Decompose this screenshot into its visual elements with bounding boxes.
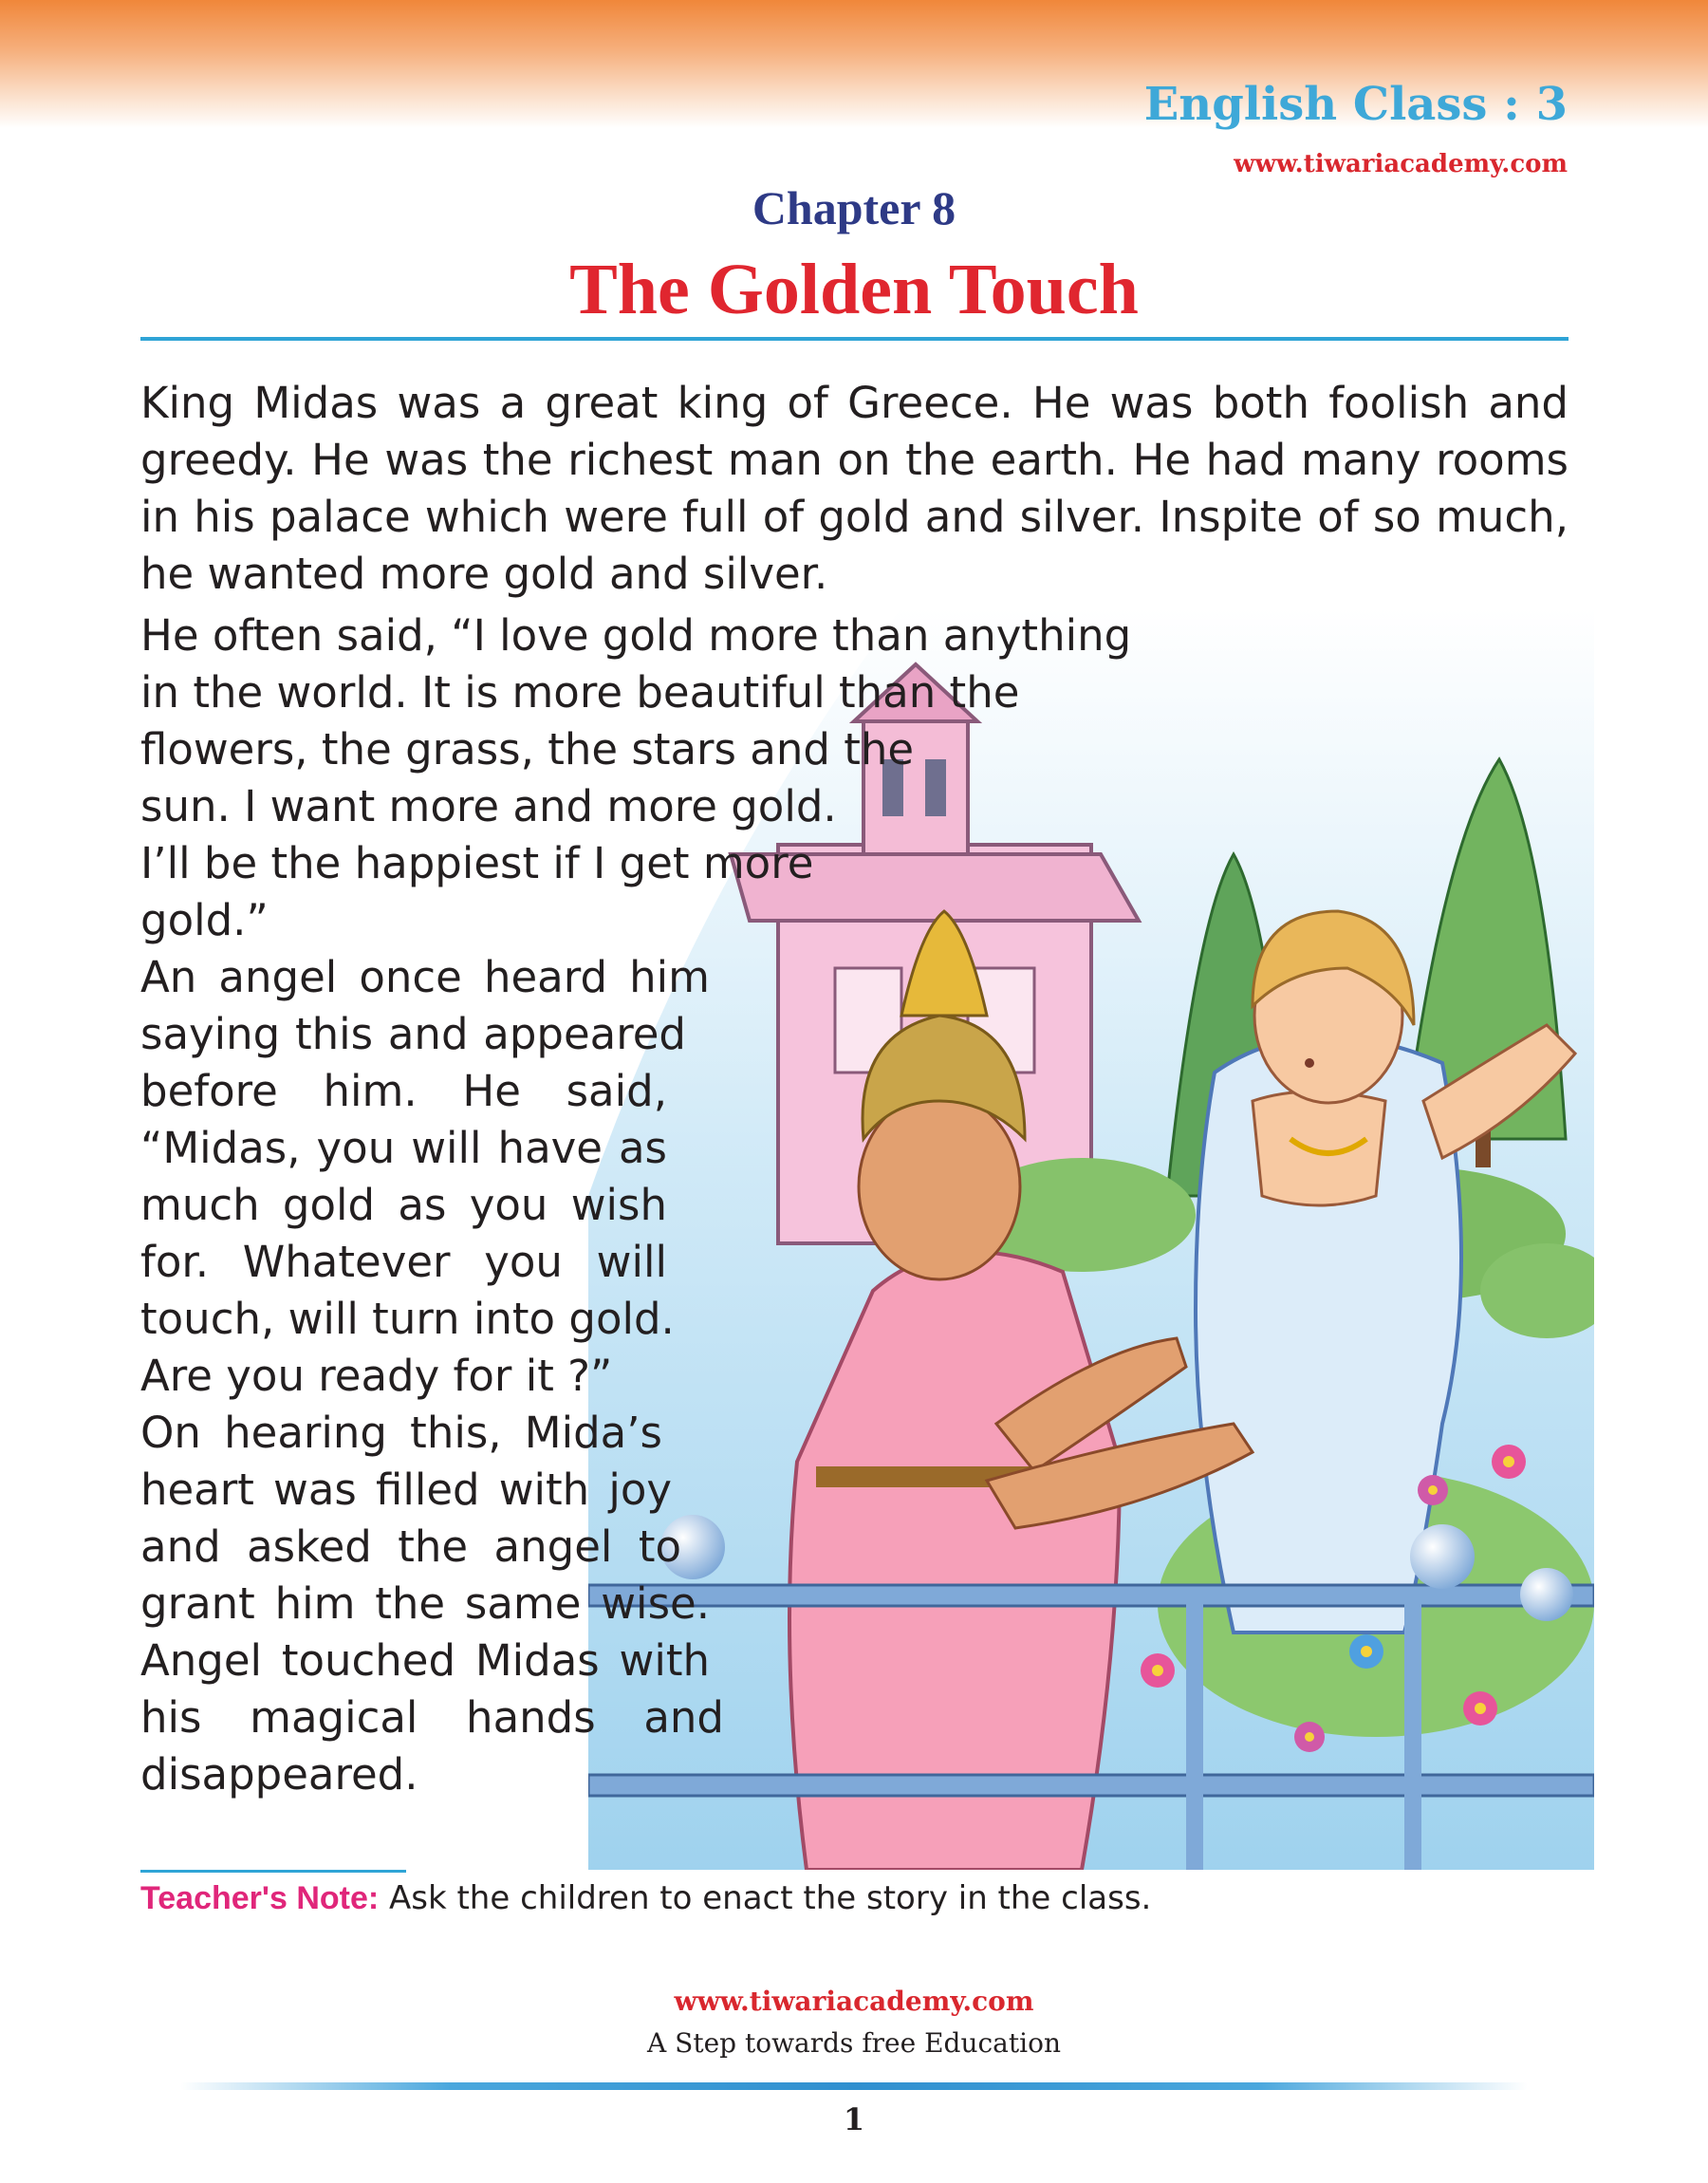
- story-line: in the world. It is more beautiful than the: [140, 667, 1020, 718]
- story-line: An angel once heard him: [140, 952, 710, 1002]
- story-line: On hearing this, Mida’s: [140, 1408, 662, 1458]
- footer-website-link[interactable]: www.tiwariacademy.com: [674, 1986, 1034, 2017]
- class-label: English Class : 3: [1143, 78, 1568, 131]
- story-line: I’ll be the happiest if I get more: [140, 838, 814, 888]
- story-line: “Midas, you will have as: [140, 1123, 667, 1173]
- story-line: He often said, “I love gold more than anything: [140, 610, 1132, 661]
- story-intro-paragraph: King Midas was a great king of Greece. He was both foolish and greedy. He was the richest man on the earth. He had many rooms in his palace which were full of gold and silver. Inspite of so much, he wanted more gold and silver.: [140, 378, 1569, 599]
- story-line: for. Whatever you will: [140, 1237, 667, 1287]
- chapter-number: Chapter 8: [752, 181, 956, 234]
- teacher-note-text: Ask the children to enact the story in the class.: [379, 1879, 1152, 1917]
- story-line: touch, will turn into gold.: [140, 1294, 675, 1344]
- footer-tagline: A Step towards free Education: [647, 2027, 1061, 2059]
- story-line: disappeared.: [140, 1749, 418, 1800]
- teacher-note: [140, 1879, 1151, 1917]
- story-line: grant him the same wise.: [140, 1578, 710, 1629]
- story-line: before him. He said,: [140, 1066, 667, 1116]
- story-line: gold.”: [140, 895, 269, 945]
- story-line: Angel touched Midas with: [140, 1635, 710, 1686]
- story-line: flowers, the grass, the stars and the: [140, 724, 915, 774]
- page-number: 1: [843, 2101, 865, 2137]
- story-line: his magical hands and: [140, 1692, 724, 1743]
- header-website-link[interactable]: www.tiwariacademy.com: [1234, 150, 1568, 178]
- chapter-title: The Golden Touch: [569, 250, 1139, 329]
- story-line: Are you ready for it ?”: [140, 1351, 613, 1401]
- story-line: heart was filled with joy: [140, 1465, 672, 1515]
- story-line: much gold as you wish: [140, 1180, 667, 1230]
- story-line: sun. I want more and more gold.: [140, 781, 837, 831]
- title-divider: [140, 337, 1569, 341]
- note-divider: [140, 1870, 406, 1873]
- teacher-note-label: Teacher's Note:: [140, 1880, 380, 1916]
- footer-divider: [180, 2082, 1528, 2090]
- story-line: saying this and appeared: [140, 1009, 686, 1059]
- story-line: and asked the angel to: [140, 1521, 681, 1572]
